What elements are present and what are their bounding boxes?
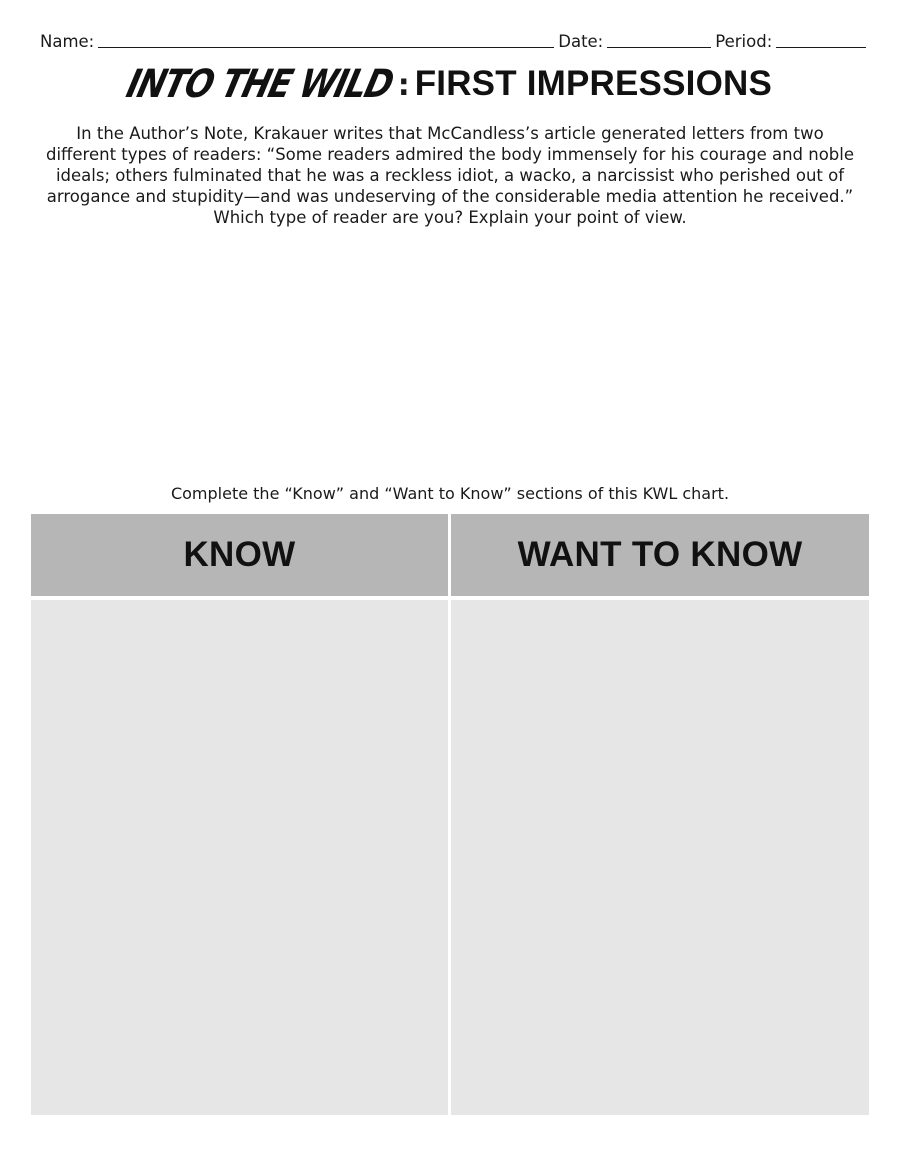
writing-prompt: In the Author’s Note, Krakauer writes that McCandless’s article generated letters from two different types of readers: “Some readers admired the body immensely for his courage and noble ideals; others fulminated that he was a reckless idiot, a wacko, a narcissist who perished out of arrogance and stupidity—and was undeserving of the considerable media attention he received.” Which type of reader are you? Explain your point of view.	[45, 124, 855, 227]
name-blank[interactable]	[98, 32, 554, 48]
student-info-line	[40, 32, 866, 51]
kwl-instruction: Complete the “Know” and “Want to Know” sections of this KWL chart.	[170, 484, 730, 503]
know-response-area[interactable]	[31, 600, 448, 1115]
name-label: Name:	[40, 32, 95, 51]
want-to-know-heading-label: WANT TO KNOW	[517, 535, 803, 574]
want-to-know-heading	[451, 514, 869, 596]
title-separator: :	[397, 68, 410, 103]
period-label: Period:	[715, 32, 773, 51]
book-title-logo: INTO THE WILD	[122, 60, 398, 107]
date-blank[interactable]	[607, 32, 711, 48]
period-blank[interactable]	[776, 32, 866, 48]
know-heading-label: KNOW	[183, 535, 296, 574]
know-heading	[31, 514, 448, 596]
kwl-chart	[31, 514, 869, 1115]
want-to-know-response-area[interactable]	[451, 600, 869, 1115]
date-label: Date:	[558, 32, 604, 51]
page-title	[0, 60, 900, 107]
title-subtitle: FIRST IMPRESSIONS	[414, 64, 773, 103]
